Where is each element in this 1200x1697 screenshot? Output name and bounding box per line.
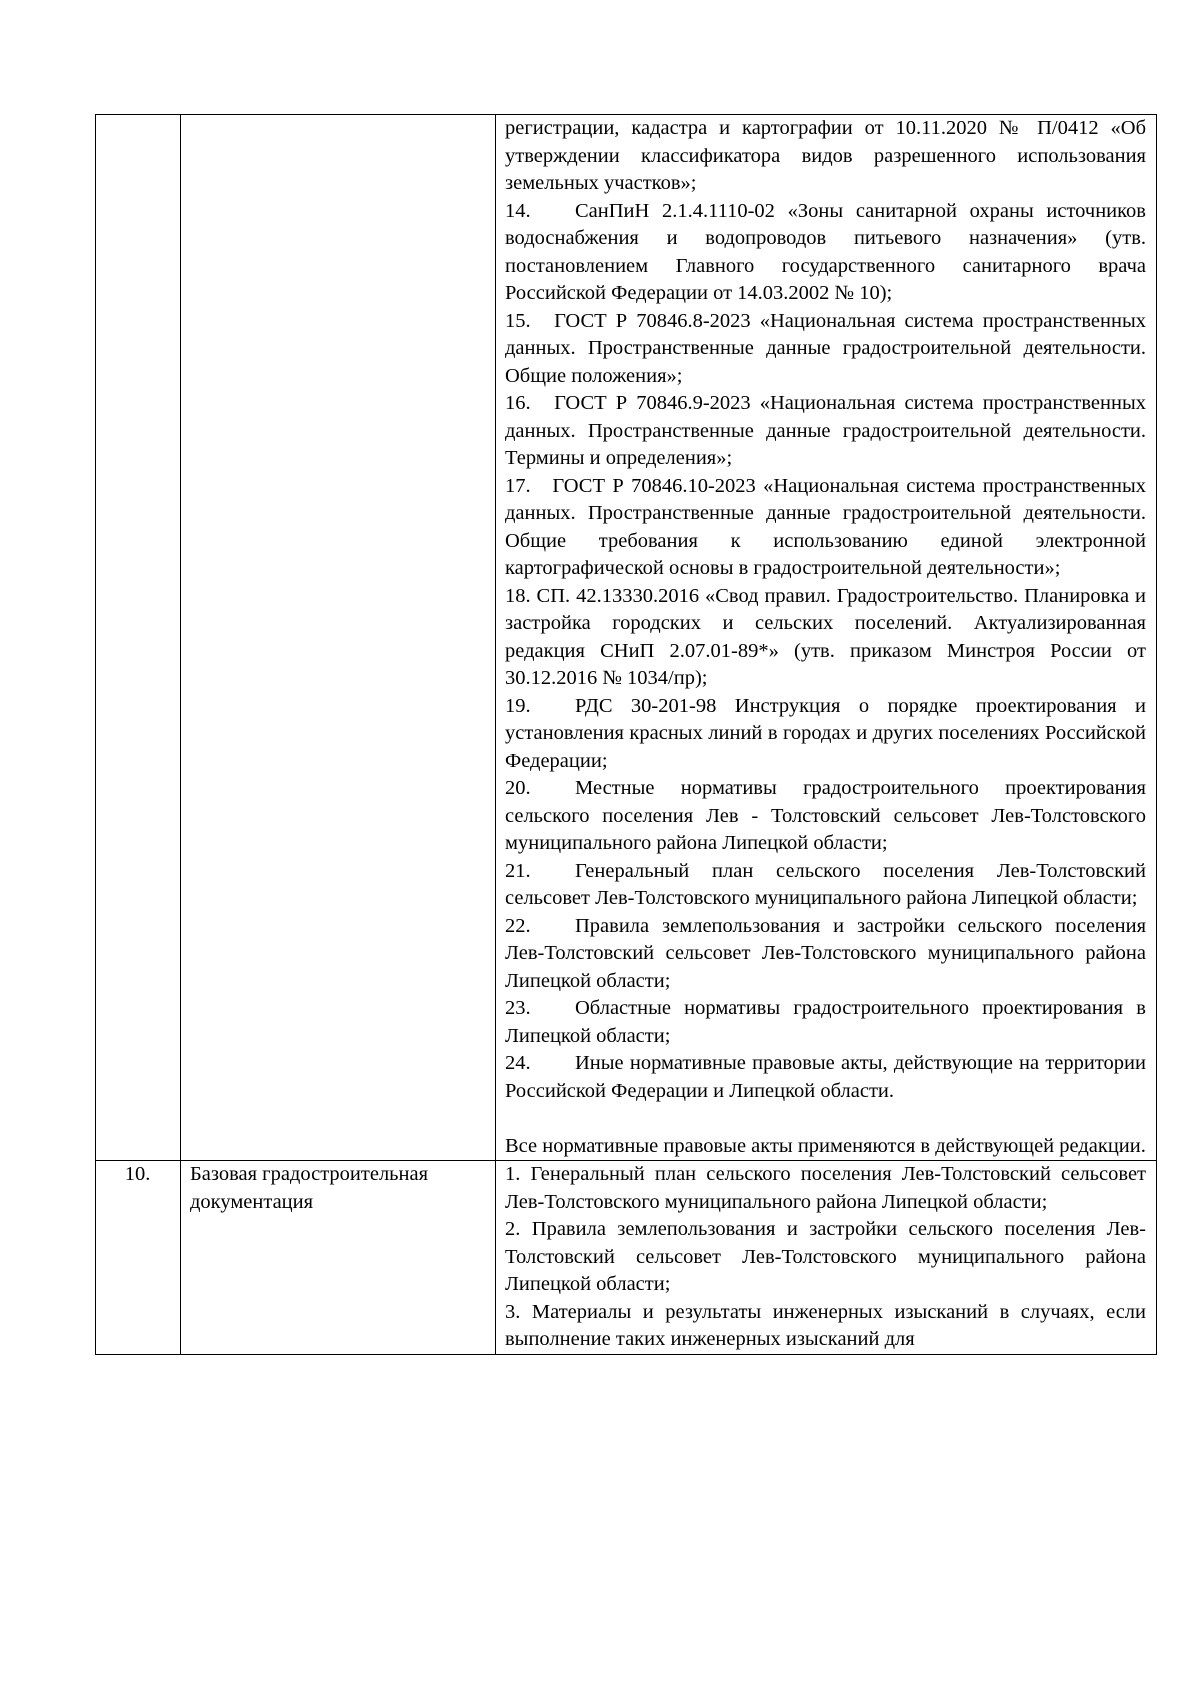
list-item: 16. ГОСТ Р 70846.9-2023 «Национальная система пространственных данных. Пространственные данные градостроительной деятельности. Термины и определения»; <box>505 392 1146 469</box>
list-item: 19. РДС 30-201-98 Инструкция о порядке проектирования и установления красных линий в городах и других поселениях Российской Федерации; <box>505 694 1146 772</box>
list-item: 17. ГОСТ Р 70846.10-2023 «Национальная система пространственных данных. Пространственные данные градостроительной деятельности. Общие требования к использованию единой электронной картографической основы в градостроительной деятельности»; <box>505 474 1146 579</box>
row-content-cell <box>496 1161 1157 1355</box>
row-number-cell <box>96 115 181 1161</box>
requirements-table <box>95 114 1157 1355</box>
table-row <box>96 115 1157 1161</box>
table-row <box>96 1161 1157 1355</box>
list-item: 18. СП. 42.13330.2016 «Свод правил. Градостроительство. Планировка и застройка городских и сельских поселений. Актуализированная редакция СНиП 2.07.01-89*» (утв. приказом Минстроя России от 30.12.2016 № 1034/пр); <box>505 584 1146 689</box>
list-item: 23. Областные нормативы градостроительного проектирования в Липецкой области; <box>505 997 1146 1047</box>
list-item: 1. Генеральный план сельского поселения Лев-Толстовский сельсовет Лев-Толстовского муниципального района Липецкой области; <box>505 1163 1147 1213</box>
list-item: 22. Правила землепользования и застройки сельского поселения Лев-Толстовский сельсовет Лев-Толстовского муниципального района Липецкой области; <box>505 914 1146 992</box>
row-content-cell <box>496 115 1157 1161</box>
list-item: 20. Местные нормативы градостроительного проектирования сельского поселения Лев - Толстовский сельсовет Лев-Толстовского муниципального района Липецкой области; <box>505 777 1146 854</box>
list-item: регистрации, кадастра и картографии от 10.11.2020 № П/0412 «Об утверждении классификатора видов разрешенного использования земельных участков»; <box>505 117 1146 194</box>
row-number-cell: 10. <box>96 1161 181 1355</box>
list-item: 15. ГОСТ Р 70846.8-2023 «Национальная система пространственных данных. Пространственные данные градостроительной деятельности. Общие положения»; <box>505 309 1146 387</box>
row-title-cell <box>181 115 496 1161</box>
list-item: 3. Материалы и результаты инженерных изысканий в случаях, если выполнение таких инженерных изысканий для <box>505 1300 1147 1350</box>
list-item: 21. Генеральный план сельского поселения Лев-Толстовский сельсовет Лев-Толстовского муниципального района Липецкой области; <box>505 859 1146 909</box>
spacer <box>505 1105 1146 1133</box>
list-item: 24. Иные нормативные правовые акты, действующие на территории Российской Федерации и Липецкой области. <box>505 1052 1146 1102</box>
list-item: 2. Правила землепользования и застройки сельского поселения Лев-Толстовский сельсовет Лев-Толстовского муниципального района Липецкой области; <box>505 1218 1146 1295</box>
row-title-cell: Базовая градостроительная документация <box>181 1161 496 1355</box>
list-item: 14. СанПиН 2.1.4.1110-02 «Зоны санитарной охраны источников водоснабжения и водопроводов питьевого назначения» (утв. постановлением Главного государственного санитарного врача Российской Федерации от 14.03.2002 № 10); <box>505 199 1146 304</box>
closing-note: Все нормативные правовые акты применяются в действующей редакции. <box>505 1134 1146 1157</box>
